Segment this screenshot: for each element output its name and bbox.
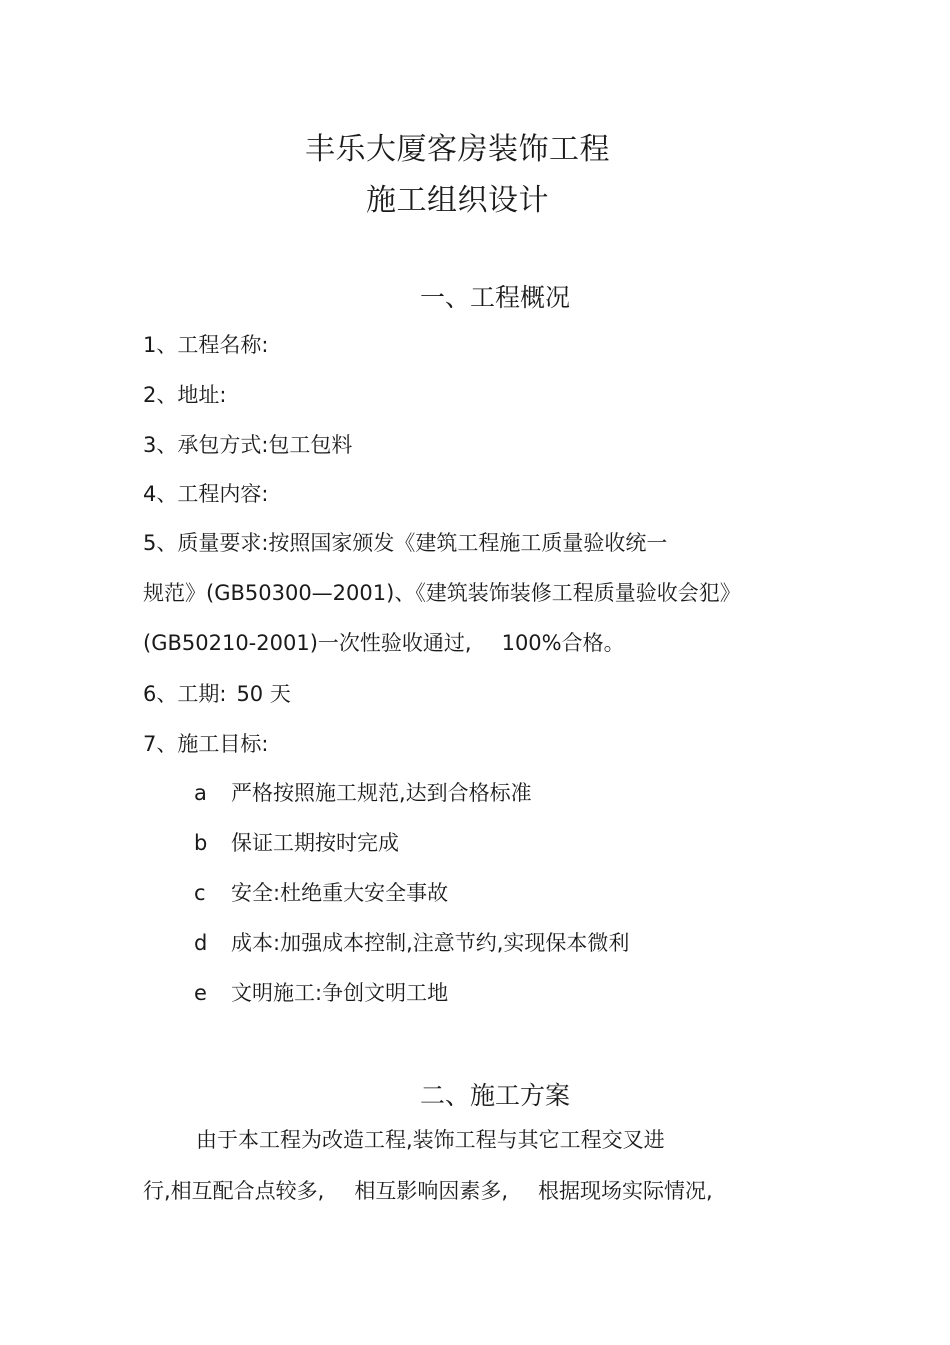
goal-item xyxy=(194,779,532,807)
item-contract-method: 3、承包方式:包工包料 xyxy=(143,433,353,457)
quality-pass-rate: 100%合格。 xyxy=(501,631,625,655)
item-project-name: 1、工程名称: xyxy=(143,333,269,357)
plan-paragraph-line2 xyxy=(143,1177,713,1205)
plan-paragraph-line1: 由于本工程为改造工程,装饰工程与其它工程交叉进 xyxy=(196,1128,665,1152)
goal-text: 严格按照施工规范,达到合格标准 xyxy=(231,781,532,805)
goal-text: 文明施工:争创文明工地 xyxy=(231,981,449,1005)
goal-letter: b xyxy=(194,831,208,855)
quality-standard-code: (GB50210-2001)一次性验收通过, xyxy=(143,631,472,655)
duration-value: 50 天 xyxy=(236,682,291,706)
item-quality-req: 5、质量要求:按照国家颁发《建筑工程施工质量验收统一 xyxy=(143,531,668,555)
plan-text-a: 行,相互配合点较多, xyxy=(143,1179,325,1203)
section-heading-overview: 一、工程概况 xyxy=(419,283,570,312)
plan-text-b: 相互影响因素多, xyxy=(354,1179,509,1203)
goal-text: 安全:杜绝重大安全事故 xyxy=(231,881,449,905)
item-address: 2、地址: xyxy=(143,383,227,407)
plan-text-c: 根据现场实际情况, xyxy=(538,1179,713,1203)
item-quality-req-cont: 规范》(GB50300—2001)、《建筑装饰装修工程质量验收会犯》 xyxy=(143,581,741,605)
goal-letter: e xyxy=(194,981,207,1005)
document-title: 丰乐大厦客房装饰工程 xyxy=(305,132,610,167)
goal-letter: d xyxy=(194,931,208,955)
duration-label: 6、工期: xyxy=(143,682,227,706)
goal-text: 保证工期按时完成 xyxy=(231,831,399,855)
item-project-content: 4、工程内容: xyxy=(143,482,269,506)
goal-text: 成本:加强成本控制,注意节约,实现保本微利 xyxy=(231,931,630,955)
goal-item xyxy=(194,979,448,1007)
goal-item xyxy=(194,829,399,857)
item-goals: 7、施工目标: xyxy=(143,732,269,756)
item-quality-req-cont2 xyxy=(143,629,625,657)
goal-item xyxy=(194,929,629,957)
goal-item xyxy=(194,879,448,907)
document-subtitle: 施工组织设计 xyxy=(366,183,549,218)
goal-letter: a xyxy=(194,781,207,805)
goal-letter: c xyxy=(194,881,206,905)
section-heading-plan: 二、施工方案 xyxy=(419,1081,570,1110)
item-duration xyxy=(143,680,291,708)
